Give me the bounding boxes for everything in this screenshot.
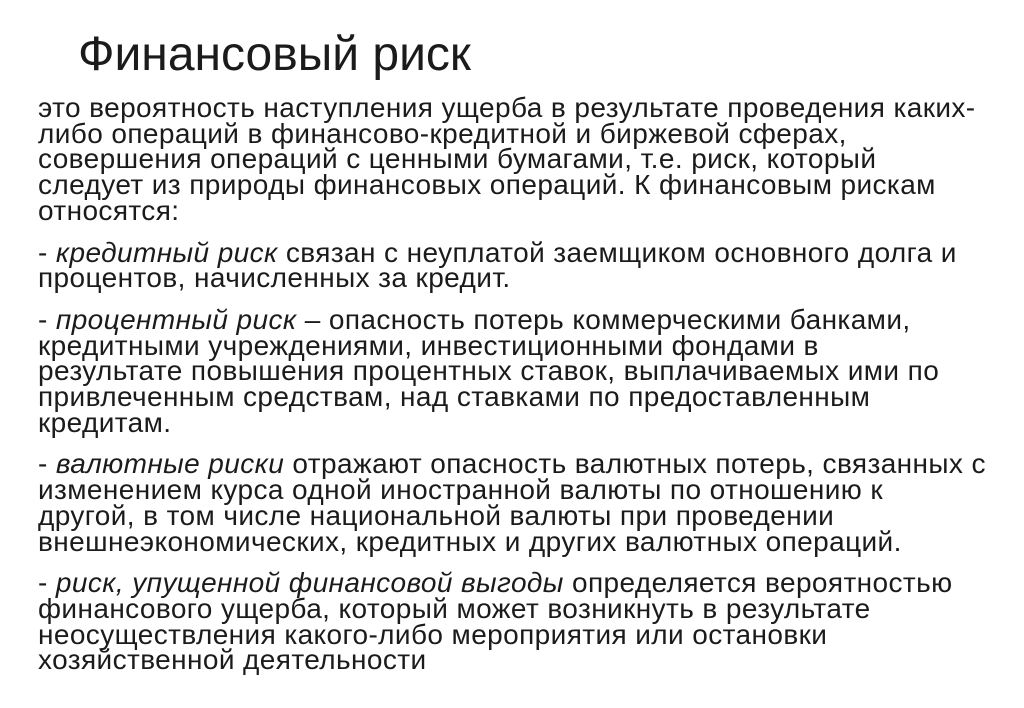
risk-item-lost-profit	[38, 567, 1013, 676]
risk-dash: -	[38, 236, 56, 268]
risk-line: процентов, начисленных за кредит.	[38, 262, 511, 294]
definition-line: совершения операций с ценными бумагами, т.е. риск, который	[38, 143, 877, 175]
risk-line: хозяйственной деятельности	[38, 644, 427, 676]
definition-line: следует из природы финансовых операций. К финансовым рискам	[38, 169, 936, 201]
risk-dash: -	[38, 567, 56, 599]
risk-line: финансового ущерба, который может возникнуть в результате	[38, 592, 871, 624]
risk-term: риск, упущенной финансовой выгоды	[55, 567, 564, 599]
risk-item-currency	[38, 448, 1013, 557]
risk-description: связан с неуплатой заемщиком основного долга и	[277, 236, 957, 268]
risk-line: изменением курса одной иностранной валюты по отношению к	[38, 474, 884, 506]
risk-description: отражают опасность валютных потерь, связанных с	[284, 448, 986, 480]
risk-item-interest	[38, 303, 1013, 438]
definition-line: относятся:	[38, 194, 180, 226]
risk-term: процентный риск	[55, 303, 297, 335]
risk-line: неосуществления какого-либо мероприятия или остановки	[38, 618, 828, 650]
risk-dash: -	[38, 448, 56, 480]
definition-line: либо операций в финансово-кредитной и биржевой сферах,	[38, 117, 847, 149]
risk-line: привлеченным средствам, над ставками по предоставленным	[38, 381, 871, 413]
risk-line: результате повышения процентных ставок, выплачиваемых ими по	[38, 355, 940, 387]
risk-term: валютные риски	[55, 448, 285, 480]
slide-title: Финансовый риск	[78, 28, 471, 81]
risk-description: – опасность потерь коммерческими банками,	[296, 303, 911, 335]
risk-first-line	[38, 303, 1013, 335]
definition-paragraph	[38, 92, 1013, 226]
risk-line: другой, в том числе национальной валюты при проведении	[38, 499, 835, 531]
slide-body	[38, 92, 1013, 676]
risk-line: кредитными учреждениями, инвестиционными фондами в	[38, 329, 819, 361]
risk-dash: -	[38, 303, 56, 335]
risk-line: внешнеэкономических, кредитных и других валютных операций.	[38, 525, 902, 557]
definition-line: это вероятность наступления ущерба в результате проведения каких-	[38, 92, 976, 123]
risk-item-credit	[38, 236, 1013, 294]
risk-line: кредитам.	[38, 406, 172, 438]
risk-term: кредитный риск	[55, 236, 278, 268]
risk-description: определяется вероятностью	[563, 567, 953, 599]
